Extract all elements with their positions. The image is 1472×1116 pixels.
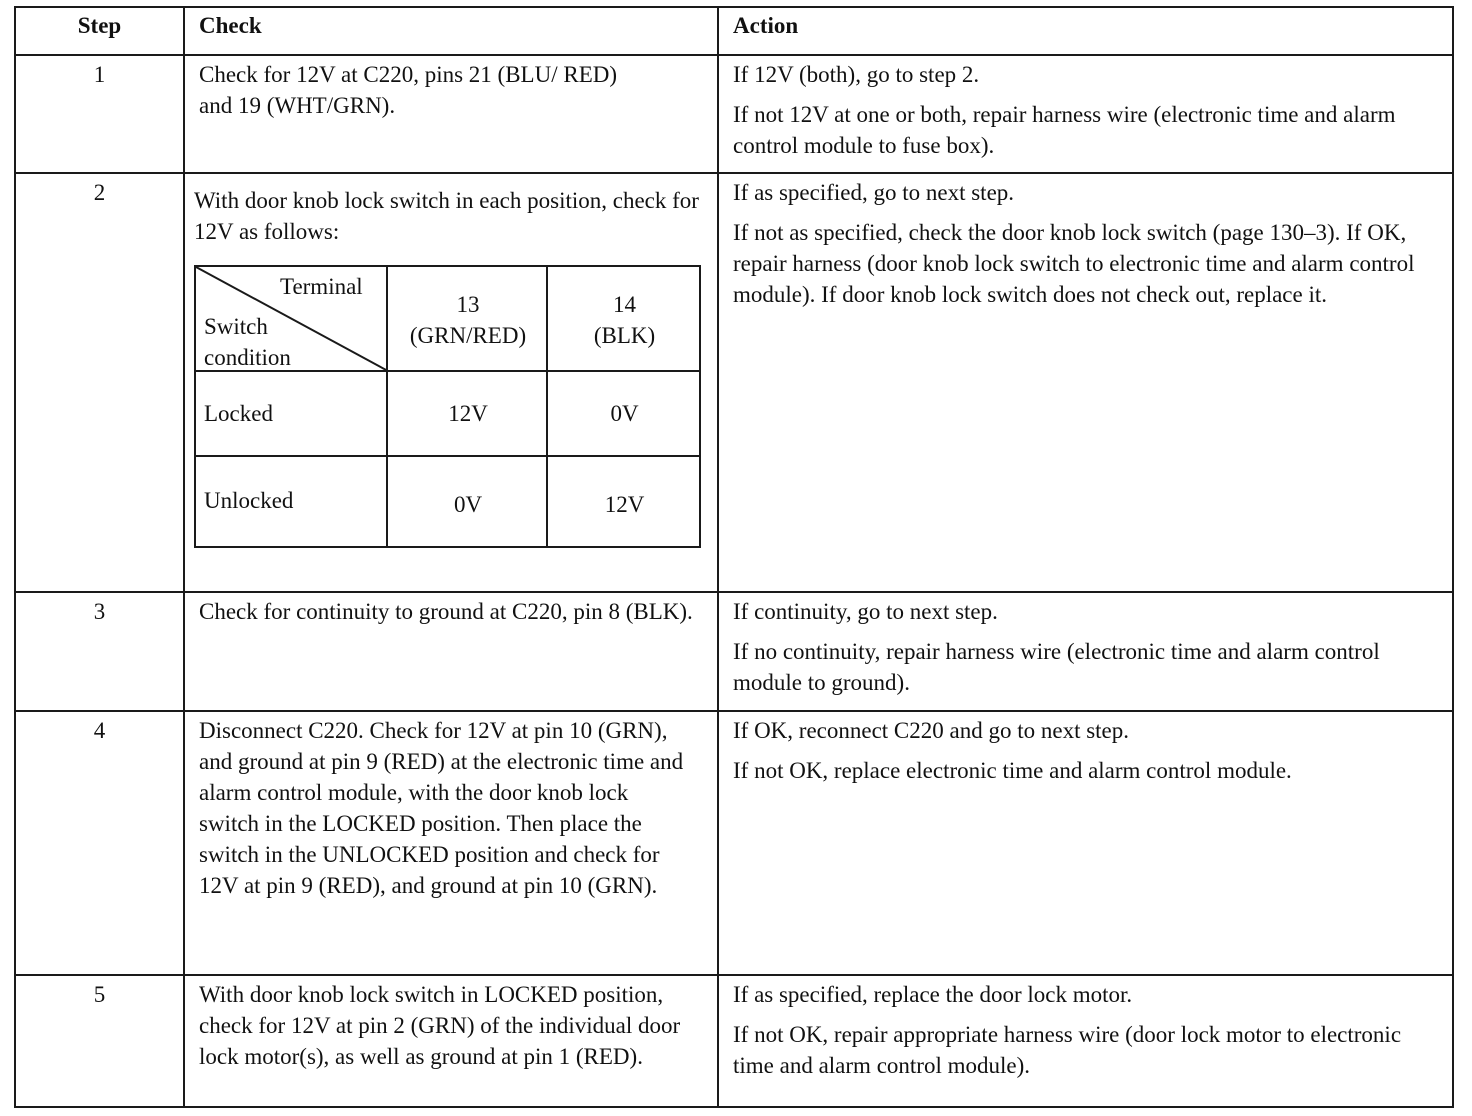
terminal-13-header	[388, 289, 548, 351]
check-paragraph: With door knob lock switch in LOCKED position, check for 12V at pin 2 (GRN) of the individual door lock motor(s), as well as ground at pin 1 (RED).	[199, 982, 681, 1069]
troubleshooting-table	[14, 6, 1454, 1108]
terminal-14-header	[548, 289, 701, 351]
action-text	[717, 593, 1452, 710]
corner-condition-label: condition	[204, 345, 291, 370]
action-if-not-ok: If not OK, repair appropriate harness wire (door lock motor to electronic time and alarm control module).	[733, 1022, 1402, 1078]
action-text	[717, 56, 1452, 172]
action-if-not-ok: If not OK, replace electronic time and alarm control module.	[733, 758, 1292, 783]
action-if-not-ok: If not 12V at one or both, repair harness wire (electronic time and alarm control module to fuse box).	[733, 102, 1396, 158]
table-row	[16, 591, 1452, 710]
action-if-ok: If as specified, go to next step.	[733, 180, 1015, 205]
terminal-14-number: 14	[613, 292, 636, 317]
action-if-ok: If OK, reconnect C220 and go to next step.	[733, 718, 1130, 743]
check-paragraph: Check for continuity to ground at C220, pin 8 (BLK).	[199, 599, 693, 624]
unlocked-terminal-14-value: 12V	[604, 492, 645, 517]
header-action: Action	[717, 8, 1452, 54]
check-paragraph: With door knob lock switch in each position, check for 12V as follows:	[194, 188, 699, 244]
condition-unlocked: Unlocked	[204, 488, 294, 513]
check-text	[183, 593, 717, 710]
terminal-14-wire: (BLK)	[593, 323, 656, 348]
step-number: 4	[93, 718, 106, 743]
check-text	[183, 174, 717, 591]
header-check: Check	[183, 8, 717, 54]
action-text	[717, 174, 1452, 591]
action-if-ok: If 12V (both), go to step 2.	[733, 62, 980, 87]
table-row	[16, 172, 1452, 591]
action-if-not-ok: If no continuity, repair harness wire (electronic time and alarm control module to ground).	[733, 639, 1380, 695]
switch-condition-table	[194, 265, 701, 548]
action-if-not-ok: If not as specified, check the door knob lock switch (page 130–3). If OK, repair harness (door knob lock switch to electronic time and alarm control module). If door knob lock switch does not check out, replace it.	[733, 220, 1415, 307]
terminal-13-number: 13	[456, 292, 480, 317]
check-text	[183, 712, 717, 974]
table-row	[16, 54, 1452, 172]
check-paragraph: Check for 12V at C220, pins 21 (BLU/ RED) and 19 (WHT/GRN).	[199, 62, 618, 118]
terminal-13-wire: (GRN/RED)	[409, 323, 527, 348]
corner-switch-label: Switch	[204, 314, 268, 339]
action-if-ok: If continuity, go to next step.	[733, 599, 998, 624]
locked-terminal-14-value: 0V	[610, 401, 639, 426]
check-text	[183, 56, 717, 172]
row-divider	[196, 455, 699, 457]
step-number: 3	[93, 599, 106, 624]
step-number: 1	[93, 62, 106, 87]
unlocked-terminal-13-value: 0V	[453, 492, 483, 517]
step-number: 5	[93, 982, 106, 1007]
table-row	[16, 974, 1452, 1106]
action-if-ok: If as specified, replace the door lock motor.	[733, 982, 1133, 1007]
action-text	[717, 976, 1452, 1106]
check-text	[183, 976, 717, 1106]
action-text	[717, 712, 1452, 974]
locked-terminal-13-value: 12V	[448, 401, 488, 426]
row-divider	[196, 370, 699, 372]
header-step: Step	[77, 13, 122, 38]
condition-locked: Locked	[204, 401, 273, 426]
check-paragraph: Disconnect C220. Check for 12V at pin 10 (GRN), and ground at pin 9 (RED) at the electronic time and alarm control module, with the door knob lock switch in the LOCKED position. Then place the switch in the UNLOCKED position and check for 12V at pin 9 (RED), and ground at pin 10 (GRN).	[199, 718, 684, 898]
table-row	[16, 710, 1452, 974]
corner-terminal-label: Terminal	[280, 274, 363, 299]
step-number: 2	[93, 180, 106, 205]
table-header-row	[16, 8, 1452, 54]
